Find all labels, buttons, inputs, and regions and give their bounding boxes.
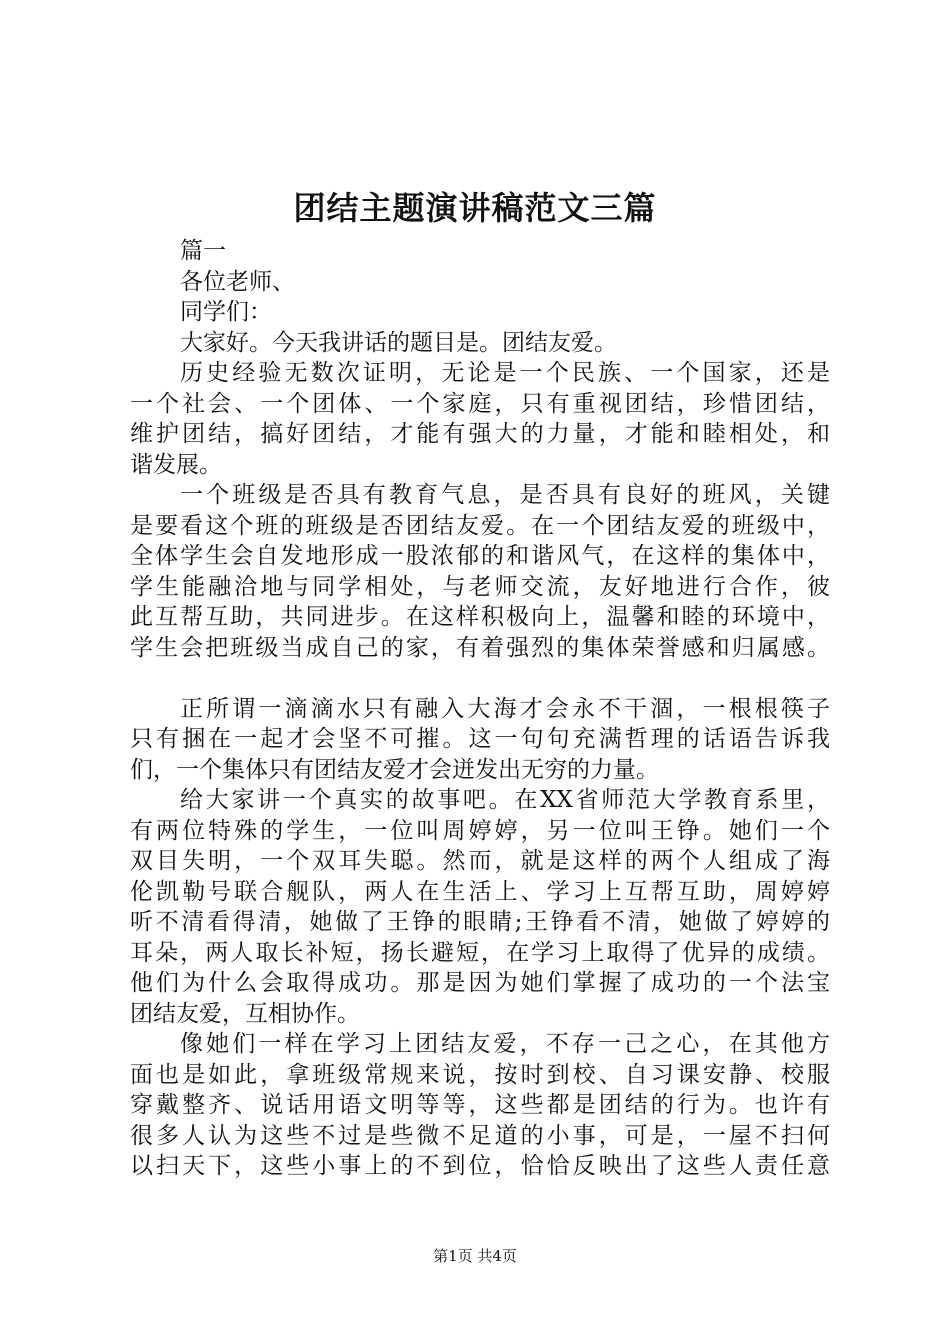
page-footer: 第1页 共4页 [433, 1247, 517, 1265]
text-line: 们，一个集体只有团结友爱才会迸发出无穷的力量。 [130, 756, 659, 783]
text-line: 全体学生会自发地形成一股浓郁的和谐风气，在这样的集体中， [130, 543, 830, 569]
text-line: 只有捆在一起才会坚不可摧。这一句句充满哲理的话语告诉我 [130, 726, 830, 752]
text-line: 穿戴整齐、说话用语文明等等，这些都是团结的行为。也许有 [130, 1092, 830, 1118]
text-line: 大家好。今天我讲话的题目是。团结友爱。 [180, 329, 617, 356]
text-line: 听不清看得清，她做了王铮的眼睛;王铮看不清，她做了婷婷的 [130, 909, 830, 935]
text-line: 耳朵，两人取长补短，扬长避短，在学习上取得了优异的成绩。 [130, 939, 830, 966]
text-line: 给大家讲一个真实的故事吧。在XX省师范大学教育系里， [180, 787, 830, 813]
document-body [130, 236, 830, 1182]
text-line: 学生会把班级当成自己的家，有着强烈的集体荣誉感和归属感。 [130, 634, 830, 661]
text-line: 一个社会、一个团体、一个家庭，只有重视团结，珍惜团结， [130, 390, 830, 417]
text-line: 正所谓一滴滴水只有融入大海才会永不干涸，一根根筷子 [180, 695, 830, 722]
text-line: 伦凯勒号联合舰队，两人在生活上、学习上互帮互助，周婷婷 [130, 878, 830, 905]
blank-line [130, 663, 830, 694]
text-line: 以扫天下，这些小事上的不到位，恰恰反映出了这些人责任意 [130, 1153, 830, 1179]
text-line: 篇一 [180, 238, 226, 264]
text-line: 很多人认为这些不过是些微不足道的小事，可是，一屋不扫何 [130, 1122, 830, 1149]
text-line: 历史经验无数次证明，无论是一个民族、一个国家，还是 [180, 360, 830, 386]
text-line: 学生能融洽地与同学相处，与老师交流，友好地进行合作，彼 [130, 573, 830, 600]
document-title: 团结主题演讲稿范文三篇 [293, 189, 657, 227]
text-line: 他们为什么会取得成功。那是因为她们掌握了成功的一个法宝 [130, 970, 830, 996]
text-line: 同学们： [180, 299, 272, 325]
text-line: 维护团结，搞好团结，才能有强大的力量，才能和睦相处，和 [130, 421, 830, 447]
text-line: 面也是如此，拿班级常规来说，按时到校、自习课安静、校服 [130, 1061, 830, 1088]
text-line: 团结友爱，互相协作。 [130, 1000, 360, 1027]
text-line: 是要看这个班的班级是否团结友爱。在一个团结友爱的班级中， [130, 512, 830, 539]
text-line: 此互帮互助，共同进步。在这样积极向上，温馨和睦的环境中， [130, 604, 830, 630]
text-line: 各位老师、 [180, 268, 295, 295]
text-line: 有两位特殊的学生，一位叫周婷婷，另一位叫王铮。她们一个 [130, 817, 830, 844]
text-line: 像她们一样在学习上团结友爱，不存一己之心，在其他方 [180, 1031, 830, 1057]
text-line: 谐发展。 [130, 451, 222, 478]
text-line: 双目失明，一个双耳失聪。然而，就是这样的两个人组成了海 [130, 848, 830, 874]
text-line: 一个班级是否具有教育气息，是否具有良好的班风，关键 [180, 482, 830, 508]
